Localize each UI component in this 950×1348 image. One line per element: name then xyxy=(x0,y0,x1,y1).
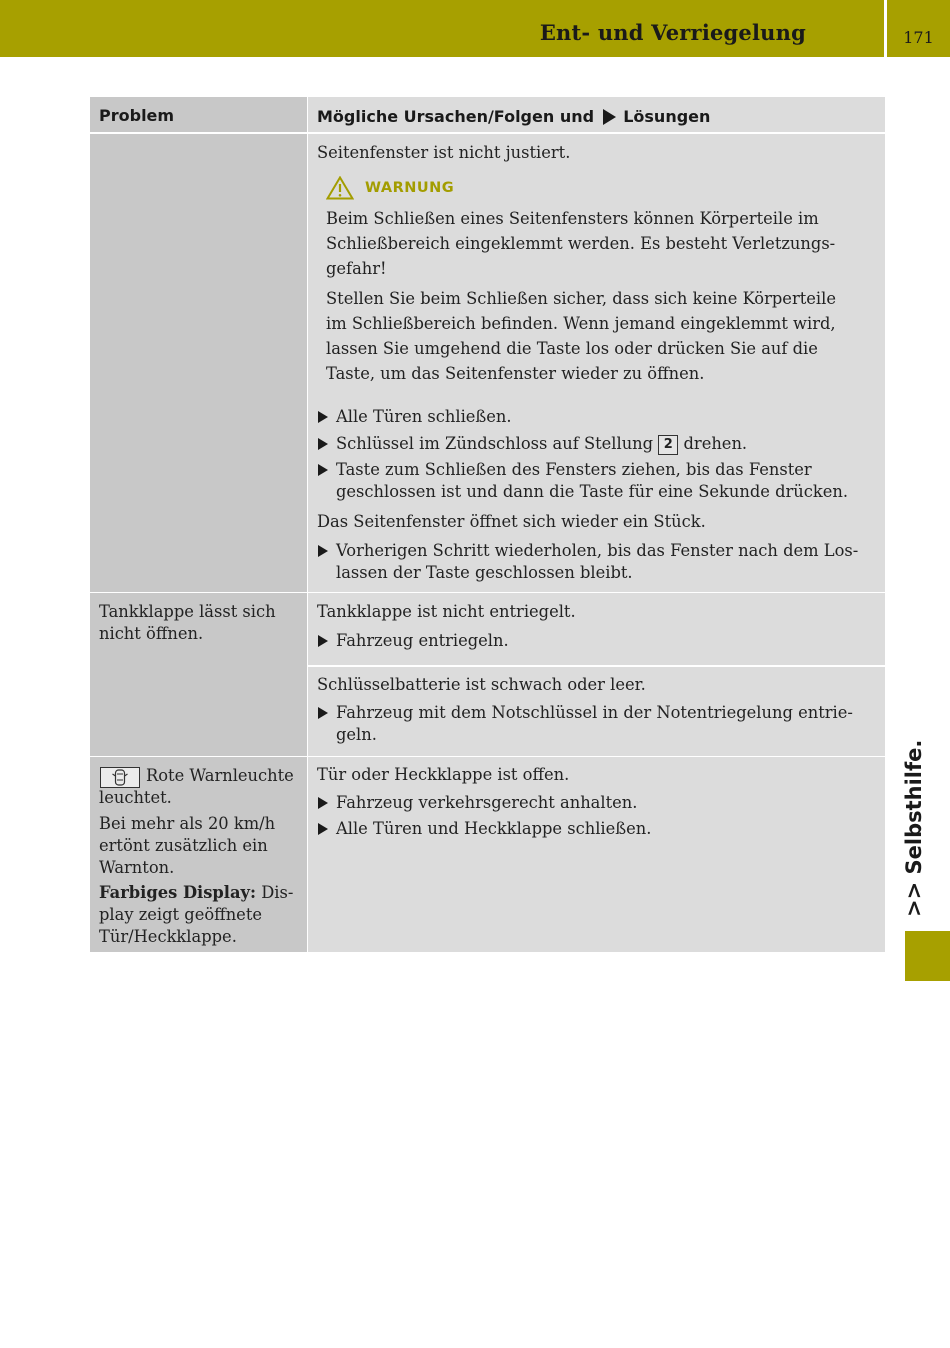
result-text: Das Seitenfenster öffnet sich wieder ein Stück. xyxy=(317,512,706,531)
warning-advice-line: Stellen Sie beim Schließen sicher, dass sich keine Körperteile xyxy=(326,289,836,308)
section-side-label xyxy=(902,739,926,917)
problem-text-line: Rote Warnleuchte xyxy=(146,766,294,785)
step-arrow-icon xyxy=(318,438,328,450)
step-text: Fahrzeug verkehrsgerecht anhalten. xyxy=(336,793,638,812)
table-row-door-warning xyxy=(90,757,886,952)
problem-text-line: Tür/Heckklappe. xyxy=(99,927,237,946)
warning-title: WARNUNG xyxy=(365,180,455,196)
problem-cell-fuel-flap xyxy=(90,593,307,756)
step-arrow-icon xyxy=(318,635,328,647)
warning-text-line: Schließbereich eingeklemmt werden. Es besteht Verletzungs- xyxy=(326,234,836,253)
column-header-causes xyxy=(317,107,710,126)
problem-text-line: Bei mehr als 20 km/h xyxy=(99,814,276,833)
step-text-part: Schlüssel im Zündschloss auf Stellung xyxy=(336,434,654,453)
step-text: Alle Türen schließen. xyxy=(336,407,512,426)
page-number: 171 xyxy=(903,28,934,47)
cause-text: Seitenfenster ist nicht justiert. xyxy=(317,143,571,162)
step-text xyxy=(336,433,747,455)
warning-advice-line: lassen Sie umgehend die Taste los oder drücken Sie auf die xyxy=(326,339,818,358)
step-arrow-icon xyxy=(318,797,328,809)
display-text-part: Dis- xyxy=(261,883,294,902)
warning-text-line: gefahr! xyxy=(326,259,387,278)
solution-cell-door-warning xyxy=(308,757,885,952)
column-header-problem: Problem xyxy=(99,106,175,125)
page-number-box xyxy=(887,0,950,57)
step-text-line: lassen der Taste geschlossen bleibt. xyxy=(336,563,633,582)
warning-text-line: Beim Schließen eines Seitenfensters können Körperteile im xyxy=(326,209,819,228)
header-bar xyxy=(0,0,884,57)
problem-text-line xyxy=(99,882,293,904)
solution-cell-fuel-flap-a xyxy=(308,593,885,665)
problem-cell-door-warning xyxy=(90,757,307,952)
problem-text-line: Tankklappe lässt sich xyxy=(99,602,276,621)
problem-text-line: Warnton. xyxy=(99,858,175,877)
table-row-side-window xyxy=(90,134,886,592)
display-label: Farbiges Display: xyxy=(99,883,257,902)
cause-text: Tür oder Heckklappe ist offen. xyxy=(317,765,570,784)
step-text: Fahrzeug entriegeln. xyxy=(336,631,509,650)
section-side-text: >> Selbsthilfe. xyxy=(902,739,926,917)
solution-cell-side-window xyxy=(308,134,885,592)
section-marker-block xyxy=(905,931,950,981)
step-text-line: geschlossen ist und dann die Taste für eine Sekunde drücken. xyxy=(336,482,849,501)
step-arrow-icon xyxy=(318,823,328,835)
step-text-part: drehen. xyxy=(683,434,748,453)
step-text-line: Vorherigen Schritt wiederholen, bis das Fenster nach dem Los- xyxy=(336,541,859,560)
step-arrow-icon xyxy=(318,545,328,557)
header-cell-problem xyxy=(90,97,307,132)
step-arrow-icon xyxy=(603,109,616,125)
door-open-warning-lamp-icon xyxy=(100,767,140,788)
chapter-title: Ent- und Verriegelung xyxy=(539,20,806,45)
step-text: Alle Türen und Heckklappe schließen. xyxy=(336,819,652,838)
step-text-line: Taste zum Schließen des Fensters ziehen, bis das Fenster xyxy=(336,460,812,479)
step-arrow-icon xyxy=(318,464,328,476)
step-text-line: Fahrzeug mit dem Notschlüssel in der Notentriegelung entrie- xyxy=(336,703,853,722)
solution-cell-fuel-flap-b xyxy=(308,667,885,756)
cause-text: Tankklappe ist nicht entriegelt. xyxy=(317,602,576,621)
step-arrow-icon xyxy=(318,411,328,423)
warning-advice-line: im Schließbereich befinden. Wenn jemand eingeklemmt wird, xyxy=(326,314,836,333)
ignition-position-key: 2 xyxy=(658,435,678,455)
table-row-fuel-flap xyxy=(90,593,886,756)
step-text-line: geln. xyxy=(336,725,377,744)
problem-cell-empty xyxy=(90,134,307,592)
column-header-causes-text: Mögliche Ursachen/Folgen und xyxy=(317,107,595,126)
header-cell-causes xyxy=(308,97,885,132)
cause-text: Schlüsselbatterie ist schwach oder leer. xyxy=(317,675,646,694)
table-header-row xyxy=(90,97,886,132)
problem-text-line: nicht öffnen. xyxy=(99,624,204,643)
problem-text-line: play zeigt geöffnete xyxy=(99,905,262,924)
warning-triangle-icon xyxy=(326,176,354,200)
step-arrow-icon xyxy=(318,707,328,719)
problem-text-line: leuchtet. xyxy=(99,788,172,807)
column-header-solutions-text: Lösungen xyxy=(623,107,711,126)
warning-advice-line: Taste, um das Seitenfenster wieder zu öffnen. xyxy=(326,364,705,383)
problem-text-line: ertönt zusätzlich ein xyxy=(99,836,268,855)
